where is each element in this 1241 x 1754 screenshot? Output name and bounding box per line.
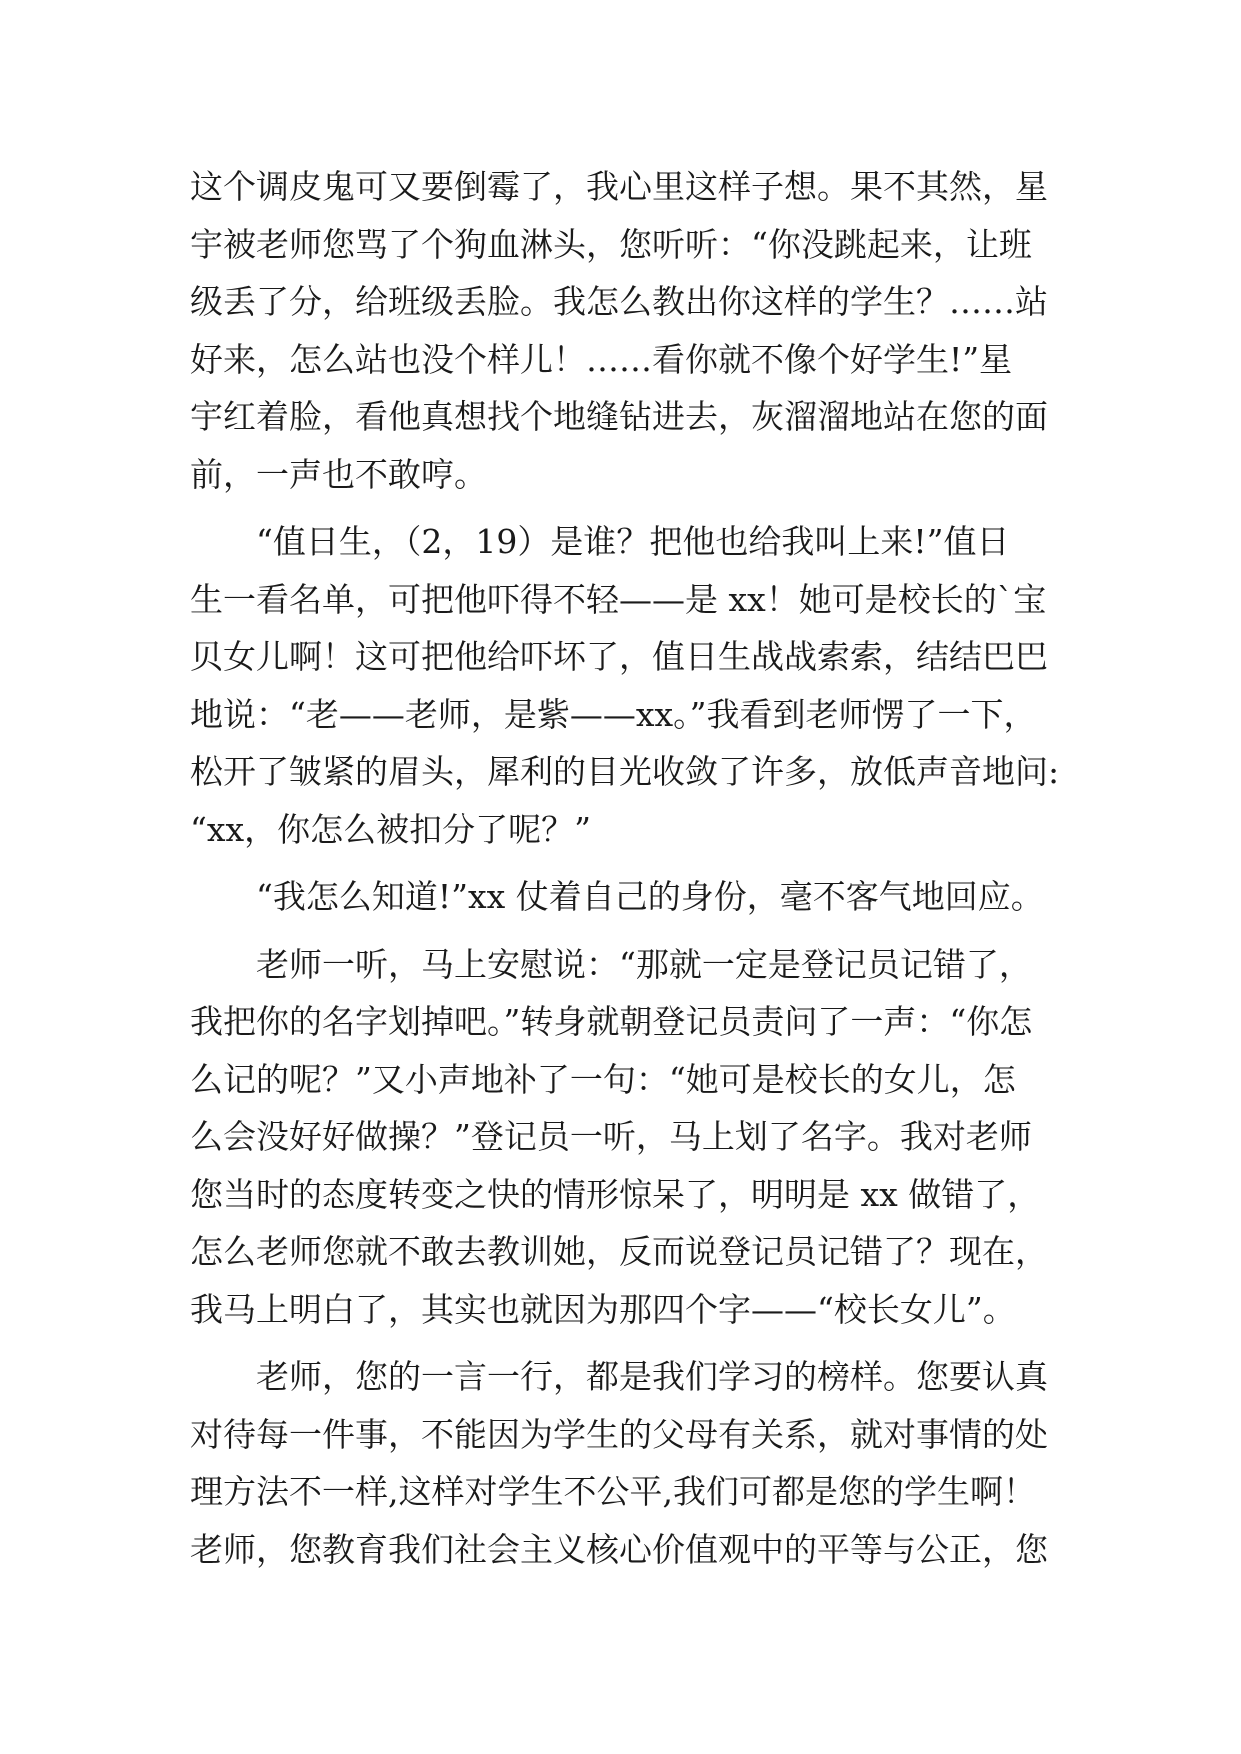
- text-line: 地说：“老——老师，是紫——xx。”我看到老师愣了一下，: [190, 694, 1037, 734]
- text-line: 么会没好好做操？”登记员一听，马上划了名字。我对老师: [190, 1117, 1032, 1156]
- body-text: [190, 158, 1060, 1578]
- text-line: 理方法不一样,这样对学生不公平,我们可都是您的学生啊！: [190, 1472, 1036, 1511]
- text-line: 老师，您教育我们社会主义核心价值观中的平等与公正，您: [190, 1529, 1048, 1569]
- text-line: “xx，你怎么被扣分了呢？”: [190, 809, 591, 849]
- text-line: 松开了皱紧的眉头，犀利的目光收敛了许多，放低声音地问:: [190, 752, 1060, 791]
- text-line: 怎么老师您就不敢去教训她，反而说登记员记错了？现在，: [190, 1232, 1048, 1271]
- text-line: 您当时的态度转变之快的情形惊呆了，明明是 xx 做错了，: [190, 1174, 1041, 1214]
- paragraph-first-line: “值日生，（2，19）是谁？把他也给我叫上来!”值日: [256, 522, 1010, 561]
- text-line: 贝女儿啊！这可把他给吓坏了，值日生战战索索，结结巴巴: [190, 637, 1048, 676]
- text-line: 生一看名单，可把他吓得不轻——是 xx！她可是校长的`宝: [190, 579, 1047, 619]
- text-line: 我马上明白了，其实也就因为那四个字——“校长女儿”。: [190, 1289, 1016, 1329]
- paragraph-first-line: “我怎么知道!”xx 仗着自己的身份，毫不客气地回应。: [256, 877, 1044, 916]
- text-line: 么记的呢？”又小声地补了一句：“她可是校长的女儿，怎: [190, 1059, 1016, 1099]
- text-line: 前，一声也不敢哼。: [190, 454, 487, 494]
- paragraph-first-line: 老师，您的一言一行，都是我们学习的榜样。您要认真: [256, 1357, 1048, 1396]
- text-line: 对待每一件事，不能因为学生的父母有关系，就对事情的处: [190, 1414, 1048, 1454]
- text-line: 我把你的名字划掉吧。”转身就朝登记员责问了一声：“你怎: [190, 1002, 1033, 1041]
- text-line: 好来，怎么站也没个样儿！……看你就不像个好学生!”星: [190, 339, 1013, 379]
- text-line: 宇红着脸，看他真想找个地缝钻进去，灰溜溜地站在您的面: [190, 397, 1048, 436]
- text-line: 宇被老师您骂了个狗血淋头，您听听：“你没跳起来，让班: [190, 224, 1032, 264]
- text-line: 这个调皮鬼可又要倒霉了，我心里这样子想。果不其然，星: [190, 167, 1048, 206]
- paragraph-first-line: 老师一听，马上安慰说：“那就一定是登记员记错了，: [256, 944, 1032, 984]
- text-line: 级丢了分，给班级丢脸。我怎么教出你这样的学生？……站: [190, 282, 1048, 321]
